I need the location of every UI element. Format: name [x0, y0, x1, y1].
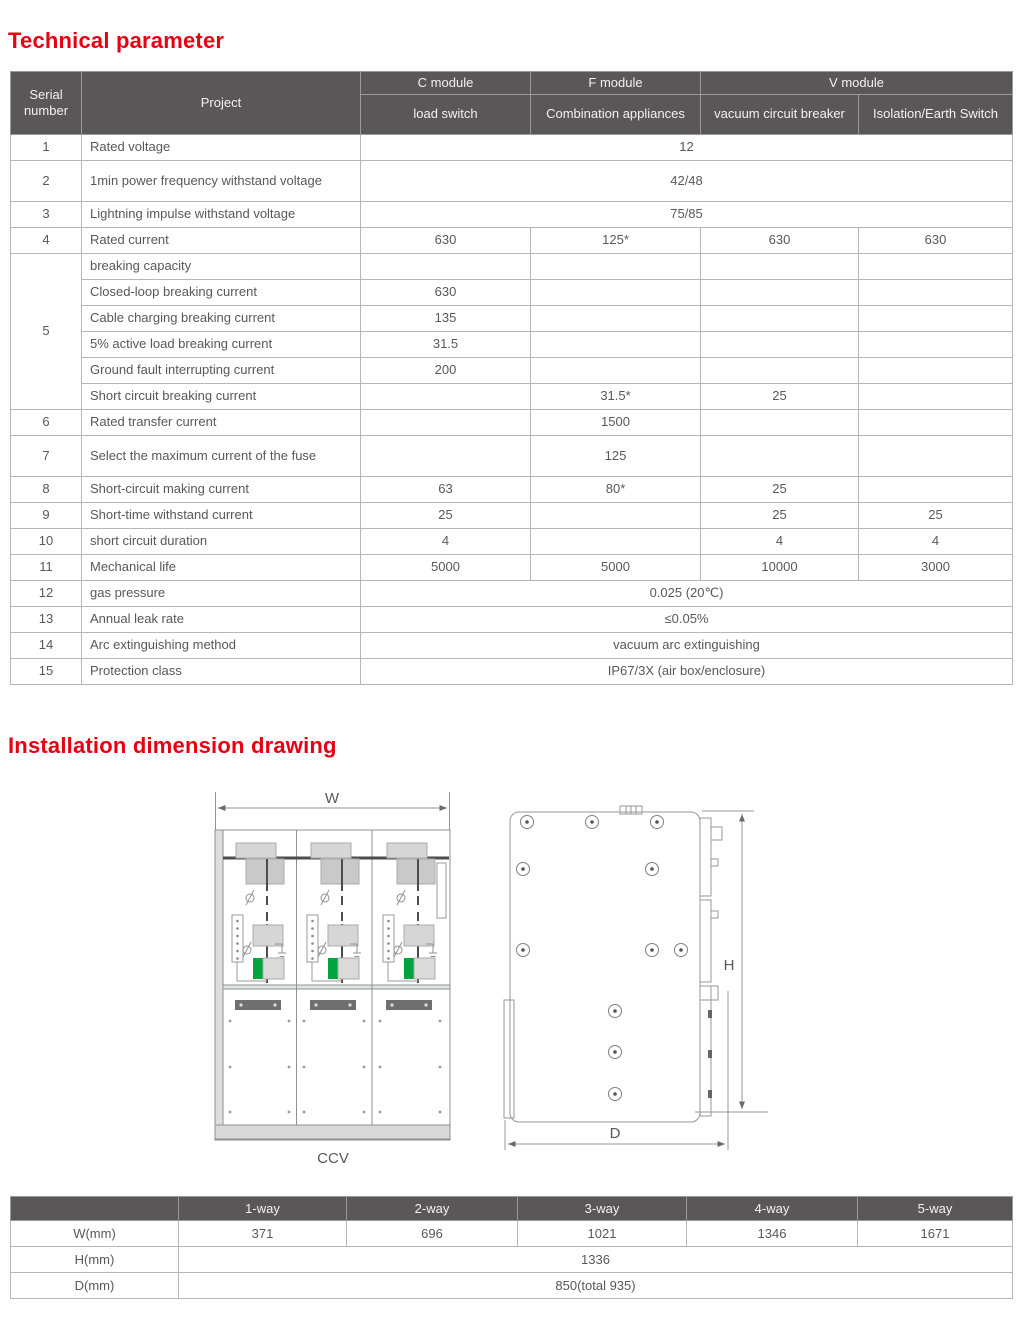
section-title-technical-parameter: Technical parameter — [8, 28, 225, 53]
table-header-row — [11, 72, 1013, 95]
value-cell-iso: 630 — [859, 228, 1013, 254]
value-cell-c: 135 — [361, 306, 531, 332]
project-cell: Rated current — [82, 228, 361, 254]
dim-w-label: W — [324, 790, 340, 807]
value-cell-f — [531, 254, 701, 280]
dim-d-label: D — [609, 1125, 621, 1142]
header-f-module: F module — [531, 72, 701, 95]
project-cell: Rated transfer current — [82, 410, 361, 436]
table-row — [11, 161, 1013, 202]
span-value-cell: 75/85 — [361, 202, 1013, 228]
table-row — [11, 280, 1013, 306]
table-row — [11, 254, 1013, 280]
value-cell-f: 1500 — [531, 410, 701, 436]
project-cell: Ground fault interrupting current — [82, 358, 361, 384]
header-combination-appliances: Combination appliances — [531, 95, 701, 135]
value-cell-c — [361, 410, 531, 436]
value-cell-iso — [859, 306, 1013, 332]
value-cell-c: 630 — [361, 228, 531, 254]
value-cell: 1671 — [858, 1221, 1013, 1247]
serial-cell: 14 — [11, 633, 82, 659]
value-cell-f: 125 — [531, 436, 701, 477]
switch-module-3 — [383, 843, 446, 983]
serial-cell: 5 — [11, 254, 82, 410]
header-4-way: 4-way — [687, 1197, 858, 1221]
value-cell-c: 31.5 — [361, 332, 531, 358]
serial-cell: 6 — [11, 410, 82, 436]
header-5-way: 5-way — [858, 1197, 1013, 1221]
value-cell-v: 25 — [701, 384, 859, 410]
value-cell-f — [531, 332, 701, 358]
spec-table-header — [11, 72, 1013, 135]
front-view-drawing — [215, 790, 450, 1167]
table-row — [11, 607, 1013, 633]
project-cell: 1min power frequency withstand voltage — [82, 161, 361, 202]
installation-dimension-drawing — [0, 778, 1018, 1178]
dim-h-label: H — [723, 957, 735, 974]
bolt-holes — [517, 816, 688, 1101]
value-cell: 696 — [347, 1221, 518, 1247]
project-cell: Select the maximum current of the fuse — [82, 436, 361, 477]
value-cell: 371 — [179, 1221, 347, 1247]
header-v-module: V module — [701, 72, 1013, 95]
value-cell-iso: 25 — [859, 503, 1013, 529]
serial-cell: 13 — [11, 607, 82, 633]
table-row — [11, 436, 1013, 477]
project-cell: short circuit duration — [82, 529, 361, 555]
table-row — [11, 581, 1013, 607]
section-title-installation-dimension: Installation dimension drawing — [8, 733, 337, 758]
value-cell-iso — [859, 280, 1013, 306]
project-cell: 5% active load breaking current — [82, 332, 361, 358]
value-cell-v — [701, 280, 859, 306]
project-cell: Protection class — [82, 659, 361, 685]
value-cell-iso — [859, 436, 1013, 477]
switch-module-2 — [307, 843, 361, 983]
value-cell-v: 10000 — [701, 555, 859, 581]
serial-cell: 2 — [11, 161, 82, 202]
table-row — [11, 228, 1013, 254]
value-cell-c: 5000 — [361, 555, 531, 581]
value-cell-v — [701, 436, 859, 477]
table-row — [11, 659, 1013, 685]
serial-cell: 8 — [11, 477, 82, 503]
table-row — [11, 410, 1013, 436]
span-value-cell: 850(total 935) — [179, 1273, 1013, 1299]
header-load-switch: load switch — [361, 95, 531, 135]
value-cell-iso — [859, 384, 1013, 410]
table-row — [11, 358, 1013, 384]
table-row — [11, 135, 1013, 161]
serial-cell: 7 — [11, 436, 82, 477]
rear-mounting-rail — [700, 818, 722, 1116]
table-row — [11, 503, 1013, 529]
row-label-d: D(mm) — [11, 1273, 179, 1299]
span-value-cell: 12 — [361, 135, 1013, 161]
project-cell: gas pressure — [82, 581, 361, 607]
value-cell-iso — [859, 254, 1013, 280]
technical-parameter-table — [10, 71, 1013, 685]
value-cell-v — [701, 306, 859, 332]
header-project: Project — [82, 72, 361, 135]
green-indicator — [328, 958, 338, 979]
value-cell-v — [701, 358, 859, 384]
row-label-h: H(mm) — [11, 1247, 179, 1273]
header-c-module: C module — [361, 72, 531, 95]
value-cell-c: 630 — [361, 280, 531, 306]
value-cell-c: 63 — [361, 477, 531, 503]
table-row — [11, 477, 1013, 503]
table-row — [11, 633, 1013, 659]
value-cell: 1346 — [687, 1221, 858, 1247]
value-cell-f — [531, 306, 701, 332]
header-vacuum-circuit-breaker: vacuum circuit breaker — [701, 95, 859, 135]
project-cell: Arc extinguishing method — [82, 633, 361, 659]
table-row — [11, 202, 1013, 228]
table-row — [11, 555, 1013, 581]
switch-module-1 — [232, 843, 286, 983]
front-view-label: CCV — [317, 1150, 349, 1167]
span-value-cell: 1336 — [179, 1247, 1013, 1273]
row-label-w: W(mm) — [11, 1221, 179, 1247]
project-cell: Closed-loop breaking current — [82, 280, 361, 306]
value-cell-f: 5000 — [531, 555, 701, 581]
value-cell-c — [361, 254, 531, 280]
value-cell-v: 4 — [701, 529, 859, 555]
value-cell-f — [531, 358, 701, 384]
table-row — [11, 1221, 1013, 1247]
serial-cell: 1 — [11, 135, 82, 161]
table-row — [11, 332, 1013, 358]
value-cell-f: 125* — [531, 228, 701, 254]
serial-cell: 3 — [11, 202, 82, 228]
header-2-way: 2-way — [347, 1197, 518, 1221]
dimension-table — [10, 1196, 1013, 1299]
value-cell-v: 630 — [701, 228, 859, 254]
table-header-row — [11, 1197, 1013, 1221]
table-row — [11, 1247, 1013, 1273]
value-cell-f — [531, 280, 701, 306]
green-indicator — [404, 958, 414, 979]
value-cell-iso — [859, 477, 1013, 503]
project-cell: Short circuit breaking current — [82, 384, 361, 410]
header-3-way: 3-way — [518, 1197, 687, 1221]
serial-cell: 11 — [11, 555, 82, 581]
span-value-cell: IP67/3X (air box/enclosure) — [361, 659, 1013, 685]
value-cell-v — [701, 332, 859, 358]
project-cell: Short-circuit making current — [82, 477, 361, 503]
value-cell-v — [701, 254, 859, 280]
project-cell: Rated voltage — [82, 135, 361, 161]
serial-cell: 15 — [11, 659, 82, 685]
value-cell-v — [701, 410, 859, 436]
green-indicator — [253, 958, 263, 979]
value-cell-c — [361, 384, 531, 410]
span-value-cell: ≤0.05% — [361, 607, 1013, 633]
value-cell-f: 31.5* — [531, 384, 701, 410]
project-cell: Lightning impulse withstand voltage — [82, 202, 361, 228]
value-cell-f — [531, 503, 701, 529]
serial-cell: 10 — [11, 529, 82, 555]
side-view-drawing — [504, 806, 768, 1150]
value-cell-c: 25 — [361, 503, 531, 529]
table-row — [11, 529, 1013, 555]
value-cell-v: 25 — [701, 477, 859, 503]
project-cell: Mechanical life — [82, 555, 361, 581]
project-cell: Short-time withstand current — [82, 503, 361, 529]
span-value-cell: vacuum arc extinguishing — [361, 633, 1013, 659]
value-cell-v: 25 — [701, 503, 859, 529]
serial-cell: 4 — [11, 228, 82, 254]
value-cell-c: 4 — [361, 529, 531, 555]
serial-cell: 9 — [11, 503, 82, 529]
span-value-cell: 42/48 — [361, 161, 1013, 202]
table-row — [11, 1273, 1013, 1299]
value-cell: 1021 — [518, 1221, 687, 1247]
header-serial: Serial number — [11, 72, 82, 135]
value-cell-c: 200 — [361, 358, 531, 384]
table-row — [11, 384, 1013, 410]
dimension-table-header — [11, 1197, 1013, 1221]
front-bracket — [504, 1000, 514, 1118]
value-cell-iso — [859, 358, 1013, 384]
header-1-way: 1-way — [179, 1197, 347, 1221]
value-cell-f — [531, 529, 701, 555]
cabinet-doors — [229, 1000, 442, 1113]
project-cell: Annual leak rate — [82, 607, 361, 633]
span-value-cell: 0.025 (20℃) — [361, 581, 1013, 607]
project-cell: breaking capacity — [82, 254, 361, 280]
header-blank — [11, 1197, 179, 1221]
value-cell-f: 80* — [531, 477, 701, 503]
serial-cell: 12 — [11, 581, 82, 607]
value-cell-iso — [859, 332, 1013, 358]
project-cell: Cable charging breaking current — [82, 306, 361, 332]
value-cell-c — [361, 436, 531, 477]
table-row — [11, 306, 1013, 332]
value-cell-iso — [859, 410, 1013, 436]
header-isolation-earth-switch: Isolation/Earth Switch — [859, 95, 1013, 135]
value-cell-iso: 4 — [859, 529, 1013, 555]
value-cell-iso: 3000 — [859, 555, 1013, 581]
